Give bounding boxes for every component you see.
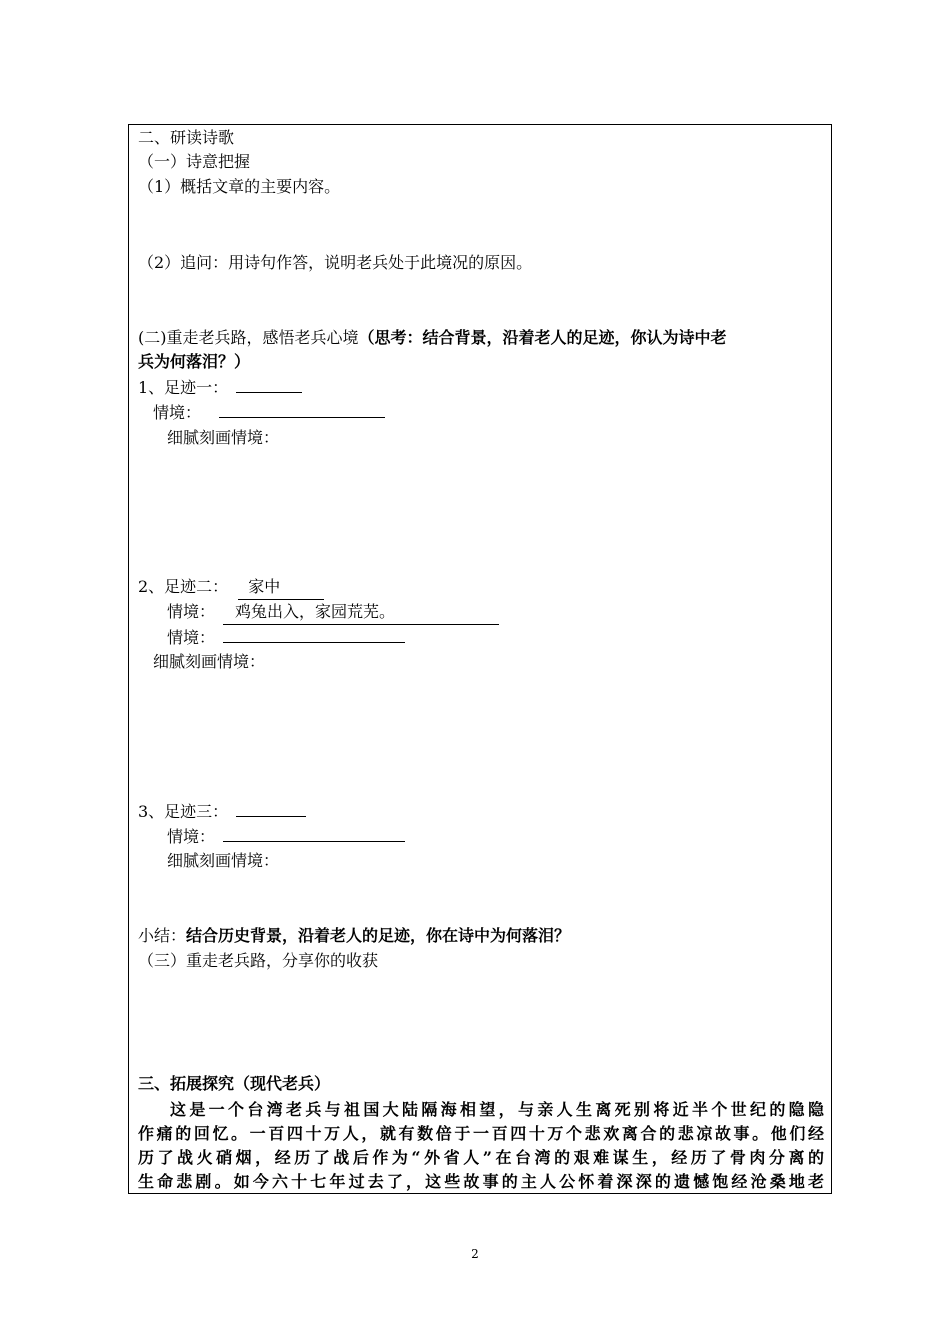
section3-paragraph-line-1: 这是一个台湾老兵与祖国大陆隔海相望，与亲人生离死别将近半个世纪的隐隐 [170,1100,824,1119]
section3-paragraph-line-3: 历了战火硝烟，经历了战后作为“外省人”在台湾的艰难谋生，经历了骨肉分离的 [138,1148,824,1167]
footprint-1-scene-blank[interactable] [219,401,385,418]
section3-heading: 三、拓展探究（现代老兵） [138,1074,331,1093]
footprint-2-detail-label: 细腻刻画情境： [153,652,266,671]
footprint-1-scene-row [153,401,385,424]
footprint-2-scene-row-1 [167,601,499,625]
footprint-2-scene-text: 鸡兔出入，家园荒芜。 [223,601,499,625]
footprint-3-scene-row [167,825,405,848]
footprint-3-blank[interactable] [236,800,306,817]
footprint-1-detail-label: 细腻刻画情境： [167,428,280,447]
subsection1-title: （一）诗意把握 [138,152,251,171]
footprint-2-scene-label-2: 情境： [167,628,216,647]
question-2: （2）追问：用诗句作答，说明老兵处于此境况的原因。 [138,253,533,272]
footprint-3-scene-blank[interactable] [223,825,405,842]
subsection2-prompt: （思考：结合背景，沿着老人的足迹，你认为诗中老 [358,328,727,347]
footprint-2-label: 2、足迹二： [138,577,229,596]
footprint-2-scene-row-2 [167,626,405,649]
subsection2-title [138,327,727,349]
footprint-2-row [138,576,324,600]
footprint-3-detail-label: 细腻刻画情境： [167,851,280,870]
summary-question: 结合历史背景，沿着老人的足迹，你在诗中为何落泪？ [186,926,571,945]
page-number: 2 [471,1247,479,1261]
footprint-1-label: 1、足迹一： [138,378,229,397]
worksheet-table-cell [128,124,832,1194]
question-1: （1）概括文章的主要内容。 [138,177,341,196]
summary-label: 小结： [138,926,187,945]
footprint-2-scene-blank[interactable] [223,626,405,643]
subsection2-prompt-continued: 兵为何落泪？） [138,352,251,371]
section3-paragraph-line-4: 生命悲剧。如今六十七年过去了，这些故事的主人公怀着深深的遗憾饱经沧桑地老 [138,1172,824,1191]
subsection2-title-plain: (二)重走老兵路，感悟老兵心境 [138,328,359,347]
section3-paragraph-line-2: 作痛的回忆。一百四十万人，就有数倍于一百四十万个悲欢离合的悲凉故事。他们经 [138,1124,824,1143]
footprint-2-scene-label-1: 情境： [167,602,216,621]
subsection3-title: （三）重走老兵路，分享你的收获 [138,951,379,970]
footprint-1-scene-label: 情境： [153,403,202,422]
footprint-2-place: 家中 [238,576,324,600]
summary-row [138,925,570,947]
footprint-1-row [138,376,302,399]
footprint-1-blank[interactable] [236,376,302,393]
section2-heading: 二、研读诗歌 [138,128,235,147]
footprint-3-scene-label: 情境： [167,827,216,846]
footprint-3-row [138,800,306,823]
footprint-3-label: 3、足迹三： [138,802,229,821]
